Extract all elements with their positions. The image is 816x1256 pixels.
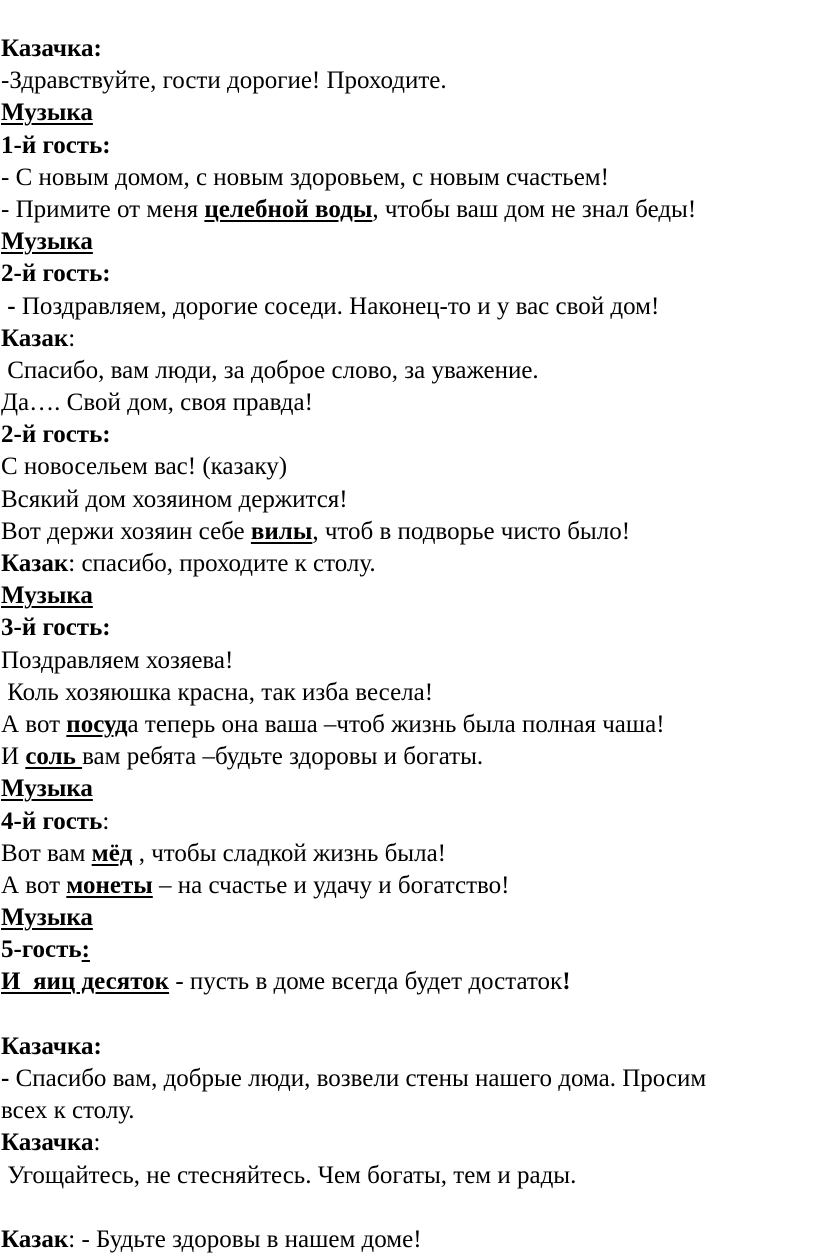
text-line (1, 838, 811, 870)
text-line (1, 677, 811, 709)
text-run: вам ребята –будьте здоровы и богаты. (82, 743, 484, 771)
text-line (1, 773, 811, 805)
bold-text-run: : (81, 936, 90, 964)
text-line (1, 291, 811, 323)
bold-text-run: 2-й гость: (1, 421, 111, 449)
bold-text-run: вилы (250, 517, 313, 545)
text-line (1, 451, 811, 483)
bold-text-run: соль (25, 743, 83, 771)
text-line (1, 516, 811, 548)
text-run: : - Будьте здоровы в нашем доме! (68, 1225, 422, 1253)
text-line (1, 870, 811, 902)
bold-text-run: мёд (91, 839, 133, 867)
text-line (1, 419, 811, 451)
text-line (1, 548, 811, 580)
text-run: Вот вам (1, 839, 92, 867)
bold-text-run: монеты (66, 871, 153, 899)
text-line (1, 1095, 811, 1127)
bold-text-run: Казачка: (1, 35, 102, 62)
bold-text-run: Казачка (1, 1129, 94, 1157)
text-line (1, 806, 811, 838)
text-line (1, 709, 811, 741)
text-run: , чтобы сладкой жизнь была! (132, 839, 447, 867)
text-run: , чтоб в подворье чисто было! (312, 517, 631, 545)
text-line (1, 580, 811, 612)
text-line (1, 130, 811, 162)
text-line (1, 226, 811, 258)
text-line (1, 1063, 811, 1095)
text-line (1, 902, 811, 934)
bold-text-run: 1-й гость: (1, 131, 111, 159)
text-line (1, 741, 811, 773)
bold-text-run: Казачка: (1, 1032, 102, 1060)
bold-text-run: Казак (1, 1225, 69, 1253)
bold-text-run: Музыка (1, 99, 93, 127)
text-line (1, 612, 811, 644)
bold-text-run: Казак (1, 550, 69, 577)
text-run: А вот (1, 710, 67, 738)
text-run: Спасибо, вам люди, за доброе слово, за уважение. (1, 356, 539, 384)
text-run: : (68, 324, 76, 352)
text-run: Коль хозяюшка красна, так изба весела! (1, 678, 434, 706)
text-line (1, 966, 811, 998)
bold-text-run: ! (562, 968, 571, 996)
text-run: : (102, 807, 110, 835)
bold-text-run: Музыка (1, 904, 93, 932)
text-run: - С новым домом, с новым здоровьем, с новым счастьем! (1, 163, 609, 191)
blank-line (1, 999, 811, 1031)
text-line (1, 1224, 811, 1256)
text-run: : (93, 1129, 101, 1157)
text-run: Угощайтесь, не стесняйтесь. Чем богаты, тем и рады. (1, 1161, 577, 1189)
text-run: : спасибо, проходите к столу. (68, 550, 376, 577)
text-run: Да…. Свой дом, своя правда! (1, 389, 313, 417)
text-line (1, 194, 811, 226)
text-line (1, 387, 811, 419)
bold-text-run: целебной воды (204, 195, 373, 223)
text-run: А вот (1, 871, 67, 899)
bold-text-run: Музыка (1, 228, 93, 256)
text-line (1, 258, 811, 290)
text-line (1, 323, 811, 355)
bold-text-run: - (1, 292, 22, 320)
text-run: Поздравляем, дорогие соседи. Наконец-то и у вас свой дом! (21, 292, 660, 320)
bold-text-run: Музыка (1, 775, 93, 803)
text-line (1, 65, 811, 97)
bold-text-run: 5-гость (1, 936, 82, 964)
text-line (1, 645, 811, 677)
bold-text-run: Музыка (1, 582, 93, 610)
bold-text-run: 4-й гость (1, 807, 103, 835)
text-run: - пусть в доме всегда будет достаток (169, 968, 563, 996)
document-body (1, 33, 811, 1256)
text-run: Поздравляем хозяева! (1, 646, 234, 674)
text-line (1, 484, 811, 516)
text-run: - Примите от меня (1, 195, 205, 223)
text-line (1, 934, 811, 966)
bold-text-run: - (1, 1065, 16, 1092)
text-line (1, 1031, 811, 1063)
text-line (1, 33, 811, 65)
bold-text-run: И яиц десяток (1, 968, 170, 996)
text-line (1, 1127, 811, 1159)
text-line (1, 355, 811, 387)
blank-line (1, 1192, 811, 1224)
bold-text-run: Казак (1, 324, 69, 352)
text-run: а теперь она ваша –чтоб жизнь была полная чаша! (127, 710, 665, 738)
text-run: Всякий дом хозяином держится! (1, 485, 348, 513)
bold-text-run: 3-й гость: (1, 614, 111, 642)
text-run: -Здравствуйте, гости дорогие! Проходите. (1, 67, 447, 95)
text-run: И (1, 743, 26, 771)
bold-text-run: посуд (66, 710, 128, 738)
text-run: Вот держи хозяин себе (1, 517, 251, 545)
text-run: С новосельем вас! (казаку) (1, 453, 288, 481)
text-run: Спасибо вам, добрые люди, возвели стены нашего дома. Просим (15, 1065, 707, 1092)
text-line (1, 97, 811, 129)
text-run: , чтобы ваш дом не знал беды! (372, 195, 697, 223)
text-line (1, 1160, 811, 1192)
bold-text-run: 2-й гость: (1, 260, 111, 288)
text-run: всех к столу. (1, 1097, 135, 1125)
text-line (1, 162, 811, 194)
text-run: – на счастье и удачу и богатство! (152, 871, 510, 899)
